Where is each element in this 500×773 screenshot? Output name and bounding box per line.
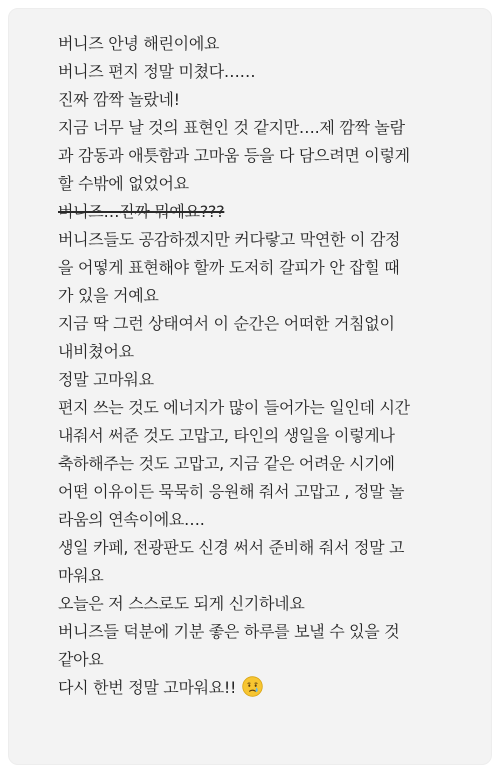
note-line: 라움의 연속이에요…. (58, 510, 205, 529)
note-line: 과 감동과 애틋함과 고마움 등을 다 담으려면 이렇게 (58, 146, 410, 165)
note-line: 할 수밖에 없었어요 (58, 174, 189, 193)
note-line: 지금 너무 날 것의 표현인 것 같지만….제 깜짝 놀람 (58, 118, 405, 137)
note-line: 오늘은 저 스스로도 되게 신기하네요 (58, 594, 305, 613)
note-line-strikethrough: 버니즈…진짜 뭐예요??? (58, 202, 225, 221)
note-line: 편지 쓰는 것도 에너지가 많이 들어가는 일인데 시간 (58, 398, 410, 417)
crying-face-emoji-icon (242, 676, 263, 697)
note-line: 축하해주는 것도 고맙고, 지금 같은 어려운 시기에 (58, 454, 395, 473)
note-line: 버니즈들 덕분에 기분 좋은 하루를 보낼 수 있을 것 (58, 622, 400, 641)
note-line: 정말 고마워요 (58, 370, 154, 389)
note-line: 버니즈 안녕 해린이에요 (58, 34, 220, 53)
note-line: 내비쳤어요 (58, 342, 134, 361)
note-line: 지금 딱 그런 상태여서 이 순간은 어떠한 거침없이 (58, 314, 395, 333)
note-line: 마워요 (58, 566, 104, 585)
closing-text: 다시 한번 정말 고마워요!! (58, 678, 237, 697)
note-line: 내줘서 써준 것도 고맙고, 타인의 생일을 이렇게나 (58, 426, 395, 445)
note-line: 가 있을 거예요 (58, 286, 159, 305)
note-line: 생일 카페, 전광판도 신경 써서 준비해 줘서 정말 고 (58, 538, 405, 557)
note-line: 진짜 깜짝 놀랐네! (58, 90, 180, 109)
note-line: 을 어떻게 표현해야 할까 도저히 갈피가 안 잡힐 때 (58, 258, 400, 277)
note-body (58, 30, 478, 702)
note-line-last (58, 674, 478, 702)
note-line: 같아요 (58, 650, 104, 669)
note-line: 버니즈들도 공감하겠지만 커다랗고 막연한 이 감정 (58, 230, 401, 249)
note-line: 버니즈 편지 정말 미쳤다…… (58, 62, 256, 81)
note-line: 어떤 이유이든 묵묵히 응원해 줘서 고맙고 , 정말 놀 (58, 482, 405, 501)
